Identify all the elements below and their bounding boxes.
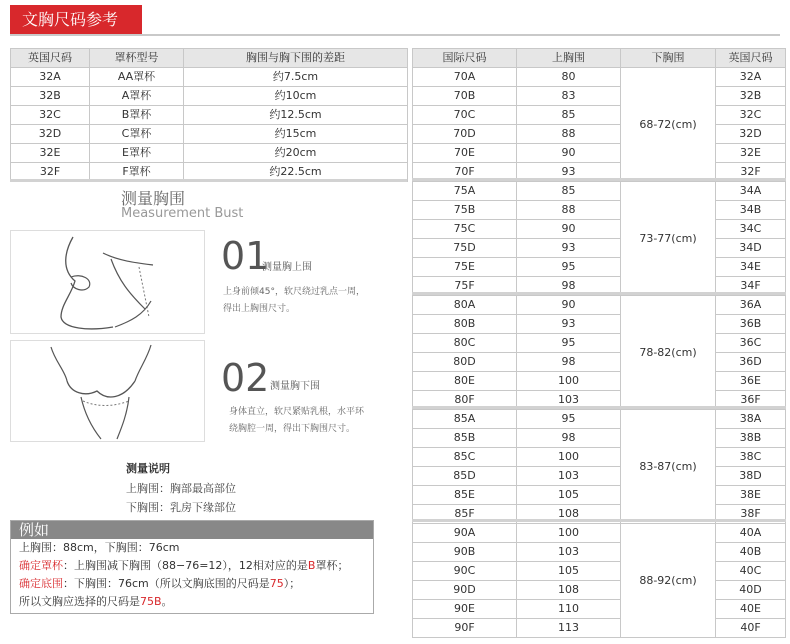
upper-bust-cell: 85	[517, 182, 621, 201]
intl-size-cell: 85C	[413, 448, 517, 467]
uk-size-cell: 36C	[716, 334, 786, 353]
cup-explanation: ：上胸围减下胸围（88−76=12），12相对应的是	[63, 559, 308, 572]
table-row	[413, 581, 786, 600]
table-row	[413, 239, 786, 258]
table-row	[413, 106, 786, 125]
under-bust-cell: 68-72(cm)	[621, 68, 716, 182]
example-line-1: 上胸围：88cm，下胸围：76cm	[19, 541, 180, 554]
table-row	[413, 334, 786, 353]
intl-size-cell: 70E	[413, 144, 517, 163]
example-title: 例如	[11, 521, 373, 539]
table-row	[413, 144, 786, 163]
table-row	[11, 106, 408, 125]
band-label: 确定底围	[19, 577, 63, 590]
measure-note-title: 测量说明	[126, 462, 170, 475]
upper-bust-cell: 100	[517, 372, 621, 391]
intl-size-cell: 75E	[413, 258, 517, 277]
uk-size-cell: 36B	[716, 315, 786, 334]
uk-size-cell: 32F	[716, 163, 786, 182]
uk-size-cell: 40C	[716, 562, 786, 581]
step-one-desc-line2: 得出上胸围尺寸。	[223, 304, 296, 314]
cup-suffix: 罩杯；	[315, 559, 349, 572]
step-one-title: 测量胸上围	[262, 262, 312, 273]
upper-bust-cell: 90	[517, 220, 621, 239]
step-two-desc-line1: 身体直立，软尺紧贴乳根，水平环	[229, 407, 365, 417]
uk-size-cell: 36E	[716, 372, 786, 391]
intl-size-cell: 90B	[413, 543, 517, 562]
upper-bust-cell: 98	[517, 353, 621, 372]
uk-size-cell: 32B	[716, 87, 786, 106]
upper-bust-cell: 88	[517, 125, 621, 144]
uk-size-cell: 32E	[716, 144, 786, 163]
table-cell: 约10cm	[184, 87, 408, 106]
column-header: 下胸围	[621, 49, 716, 68]
upper-bust-cell: 103	[517, 543, 621, 562]
table-cell: 约15cm	[184, 125, 408, 144]
header-divider	[10, 34, 780, 36]
uk-size-cell: 40F	[716, 619, 786, 638]
under-bust-cell: 88-92(cm)	[621, 524, 716, 638]
intl-size-cell: 70B	[413, 87, 517, 106]
table-cell: 32A	[11, 68, 90, 87]
table-cell: E罩杯	[90, 144, 184, 163]
cup-result: B	[307, 559, 316, 572]
column-header: 国际尺码	[413, 49, 517, 68]
upper-bust-cell: 108	[517, 581, 621, 600]
intl-size-cell: 90F	[413, 619, 517, 638]
intl-size-cell: 85D	[413, 467, 517, 486]
uk-size-cell: 38E	[716, 486, 786, 505]
table-cell: A罩杯	[90, 87, 184, 106]
upper-bust-cell: 103	[517, 391, 621, 410]
upper-bust-cell: 98	[517, 429, 621, 448]
table-row	[11, 144, 408, 163]
table-row	[11, 68, 408, 87]
uk-size-cell: 36F	[716, 391, 786, 410]
table-row	[413, 372, 786, 391]
under-bust-cell: 78-82(cm)	[621, 296, 716, 410]
upper-bust-cell: 88	[517, 201, 621, 220]
upper-bust-cell: 108	[517, 505, 621, 524]
column-header: 英国尺码	[11, 49, 90, 68]
intl-size-cell: 85B	[413, 429, 517, 448]
table-row	[413, 201, 786, 220]
table-row	[413, 125, 786, 144]
upper-bust-cell: 93	[517, 315, 621, 334]
column-header: 英国尺码	[716, 49, 786, 68]
intl-size-cell: 70C	[413, 106, 517, 125]
uk-size-cell: 36D	[716, 353, 786, 372]
intl-size-cell: 75B	[413, 201, 517, 220]
page-title: 文胸尺码参考	[10, 5, 142, 35]
table-row	[11, 87, 408, 106]
table-cell: C罩杯	[90, 125, 184, 144]
measure-title: 测量胸围	[121, 189, 186, 208]
intl-size-cell: 80A	[413, 296, 517, 315]
intl-size-cell: 90E	[413, 600, 517, 619]
upper-bust-cell: 113	[517, 619, 621, 638]
table-row	[413, 220, 786, 239]
table-cell: 32B	[11, 87, 90, 106]
cup-size-table	[10, 48, 408, 182]
upper-bust-cell: 100	[517, 524, 621, 543]
upper-bust-cell: 93	[517, 239, 621, 258]
uk-size-cell: 34C	[716, 220, 786, 239]
table-cell: 32F	[11, 163, 90, 182]
intl-size-cell: 75D	[413, 239, 517, 258]
cup-label: 确定罩杯	[19, 559, 63, 572]
example-line-4	[11, 593, 373, 611]
table-row	[413, 524, 786, 543]
intl-size-cell: 90D	[413, 581, 517, 600]
intl-size-cell: 70A	[413, 68, 517, 87]
intl-size-cell: 90A	[413, 524, 517, 543]
table-row	[413, 296, 786, 315]
table-cell: 约12.5cm	[184, 106, 408, 125]
table-row	[413, 315, 786, 334]
table-row	[413, 410, 786, 429]
column-header: 罩杯型号	[90, 49, 184, 68]
example-line-2	[11, 557, 373, 575]
group-divider	[412, 292, 786, 295]
upper-bust-figure	[10, 230, 205, 334]
upper-bust-cell: 95	[517, 258, 621, 277]
table-row	[413, 619, 786, 638]
table-row	[413, 543, 786, 562]
intl-size-cell: 75A	[413, 182, 517, 201]
group-divider	[412, 519, 786, 522]
step-one-number: 01	[221, 234, 270, 278]
group-divider	[412, 178, 786, 181]
size-conclusion: 所以文胸应选择的尺码是	[19, 595, 140, 608]
intl-size-cell: 80F	[413, 391, 517, 410]
example-box	[10, 520, 374, 614]
table-cell: AA罩杯	[90, 68, 184, 87]
table-header	[11, 49, 408, 68]
uk-size-cell: 34F	[716, 277, 786, 296]
size-result: 75B	[140, 595, 162, 608]
column-header: 胸围与胸下围的差距	[184, 49, 408, 68]
intl-size-cell: 85A	[413, 410, 517, 429]
measure-note-upper: 上胸围：胸部最高部位	[126, 482, 236, 495]
intl-size-cell: 80C	[413, 334, 517, 353]
intl-size-cell: 80B	[413, 315, 517, 334]
example-line-3	[11, 575, 373, 593]
upper-bust-cell: 98	[517, 277, 621, 296]
table-row	[413, 429, 786, 448]
upper-bust-cell: 95	[517, 334, 621, 353]
upper-bust-cell: 105	[517, 562, 621, 581]
uk-size-cell: 32A	[716, 68, 786, 87]
section-divider	[10, 179, 407, 182]
step-two-title: 测量胸下围	[270, 381, 320, 392]
upper-bust-cell: 93	[517, 163, 621, 182]
under-bust-cell: 83-87(cm)	[621, 410, 716, 524]
column-header: 上胸围	[517, 49, 621, 68]
table-row	[11, 125, 408, 144]
group-divider	[412, 406, 786, 409]
table-row	[413, 600, 786, 619]
intl-size-cell: 80E	[413, 372, 517, 391]
uk-size-cell: 34D	[716, 239, 786, 258]
table-header	[413, 49, 786, 68]
uk-size-cell: 36A	[716, 296, 786, 315]
upper-bust-cell: 95	[517, 410, 621, 429]
uk-size-cell: 38B	[716, 429, 786, 448]
upper-bust-cell: 80	[517, 68, 621, 87]
table-row	[413, 353, 786, 372]
measure-note-under: 下胸围：乳房下缘部位	[126, 501, 236, 514]
table-row	[413, 486, 786, 505]
intl-size-cell: 70F	[413, 163, 517, 182]
table-row	[413, 68, 786, 87]
under-bust-cell: 73-77(cm)	[621, 182, 716, 296]
upper-bust-cell: 90	[517, 144, 621, 163]
uk-size-cell: 32C	[716, 106, 786, 125]
uk-size-cell: 32D	[716, 125, 786, 144]
uk-size-cell: 38F	[716, 505, 786, 524]
uk-size-cell: 34B	[716, 201, 786, 220]
table-cell: 32C	[11, 106, 90, 125]
table-row	[413, 448, 786, 467]
table-cell: 约20cm	[184, 144, 408, 163]
uk-size-cell: 38A	[716, 410, 786, 429]
uk-size-cell: 40D	[716, 581, 786, 600]
step-two-desc-line2: 绕胸腔一周，得出下胸围尺寸。	[229, 424, 356, 434]
upper-bust-cell: 85	[517, 106, 621, 125]
intl-size-cell: 85E	[413, 486, 517, 505]
table-row	[413, 562, 786, 581]
uk-size-cell: 40B	[716, 543, 786, 562]
upper-bust-cell: 100	[517, 448, 621, 467]
upper-bust-cell: 105	[517, 486, 621, 505]
uk-size-cell: 38C	[716, 448, 786, 467]
intl-size-cell: 90C	[413, 562, 517, 581]
table-cell: 32E	[11, 144, 90, 163]
international-size-table	[412, 48, 786, 638]
table-cell: 32D	[11, 125, 90, 144]
measure-subtitle: Measurement Bust	[121, 206, 244, 221]
under-bust-figure	[10, 340, 205, 442]
uk-size-cell: 40A	[716, 524, 786, 543]
band-explanation: ：下胸围：76cm（所以文胸底围的尺码是	[63, 577, 270, 590]
intl-size-cell: 85F	[413, 505, 517, 524]
table-cell: F罩杯	[90, 163, 184, 182]
table-row	[413, 182, 786, 201]
uk-size-cell: 34E	[716, 258, 786, 277]
table-cell: 约7.5cm	[184, 68, 408, 87]
band-suffix: ）；	[283, 577, 301, 590]
band-result: 75	[269, 577, 284, 590]
table-row	[413, 87, 786, 106]
upper-bust-cell: 83	[517, 87, 621, 106]
table-row	[413, 467, 786, 486]
intl-size-cell: 70D	[413, 125, 517, 144]
intl-size-cell: 80D	[413, 353, 517, 372]
upper-bust-cell: 110	[517, 600, 621, 619]
uk-size-cell: 34A	[716, 182, 786, 201]
upper-bust-cell: 103	[517, 467, 621, 486]
intl-size-cell: 75C	[413, 220, 517, 239]
step-one-desc-line1: 上身前倾45°，软尺绕过乳点一周，	[223, 287, 365, 297]
size-suffix: 。	[161, 595, 173, 608]
table-cell: B罩杯	[90, 106, 184, 125]
upper-bust-cell: 90	[517, 296, 621, 315]
uk-size-cell: 38D	[716, 467, 786, 486]
table-cell: 约22.5cm	[184, 163, 408, 182]
table-row	[413, 258, 786, 277]
intl-size-cell: 75F	[413, 277, 517, 296]
step-two-number: 02	[221, 356, 270, 400]
uk-size-cell: 40E	[716, 600, 786, 619]
